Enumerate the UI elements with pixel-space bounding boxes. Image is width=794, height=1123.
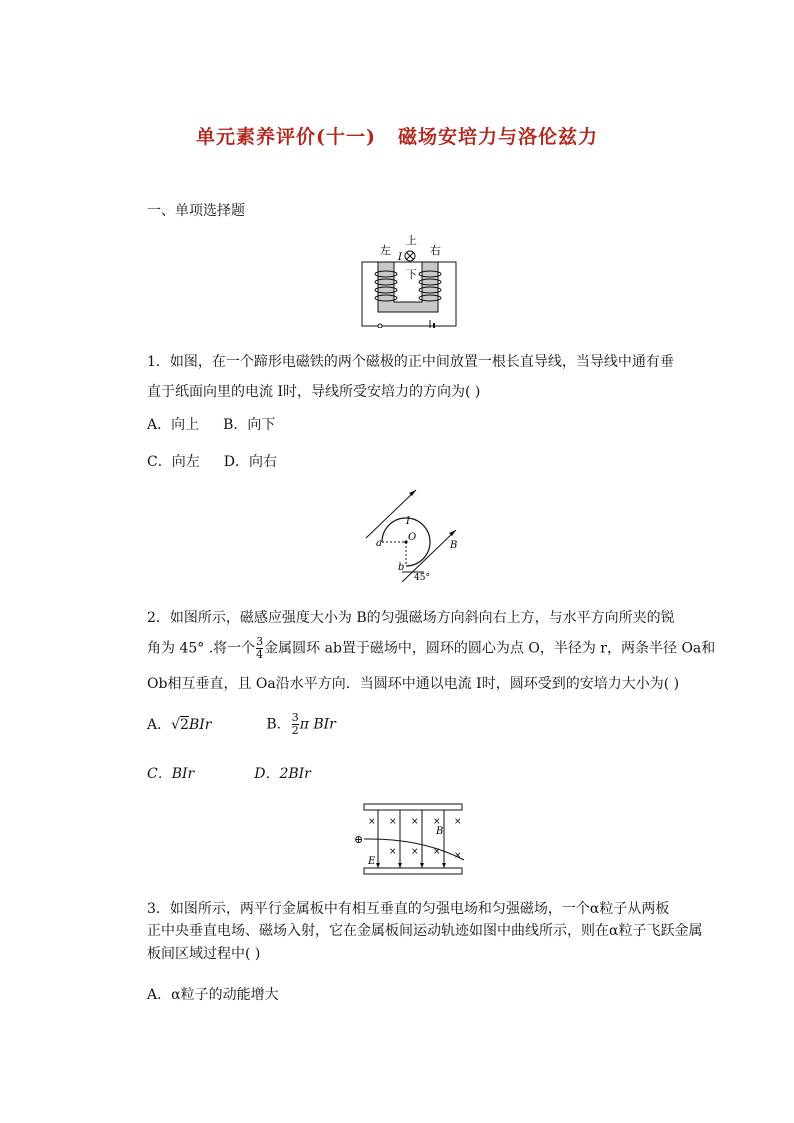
section-heading: 一、单项选择题 (147, 203, 245, 219)
label-right: 右 (430, 244, 441, 257)
q1-option-c[interactable]: C．向左 (147, 454, 200, 470)
alpha-particle-symbol: ⊕ (354, 833, 364, 846)
svg-text:×: × (433, 817, 441, 827)
figure-3-parallel-plates (352, 802, 472, 878)
title-part-a: 单元素养评价(十一) (196, 126, 376, 148)
page-title (0, 122, 794, 149)
bottom-plate (364, 868, 462, 874)
svg-text:B: B (436, 826, 444, 837)
figure-1-electromagnet (360, 234, 460, 328)
q1-line-2: 直于纸面向里的电流 I时，导线所受安培力的方向为( ) (147, 384, 481, 400)
svg-text:×: × (411, 847, 419, 857)
q1-option-b[interactable]: B．向下 (223, 417, 276, 433)
svg-text:E: E (368, 856, 376, 867)
svg-text:B: B (450, 540, 458, 551)
q3-line-2: 正中央垂直电场、磁场入射，它在金属板间运动轨迹如图中曲线所示，则在α粒子飞跃金属 (147, 923, 703, 939)
q3-option-a[interactable]: A．α粒子的动能增大 (147, 987, 279, 1003)
svg-text:O: O (408, 532, 417, 543)
q1-options-row-1 (147, 414, 275, 434)
svg-text:×: × (389, 847, 397, 857)
q1-option-a[interactable]: A．向上 (147, 417, 200, 433)
svg-text:b: b (398, 562, 405, 573)
label-down: 下 (406, 268, 417, 281)
q2-line-1: 2．如图所示，磁感应强度大小为 B的匀强磁场方向斜向右上方，与水平方向所夹的锐 (147, 610, 675, 626)
q3-line-3: 板间区域过程中( ) (147, 946, 261, 962)
q2-option-b[interactable]: B． $\frac{3}{2}$ π BIr (266, 711, 336, 737)
svg-text:45°: 45° (414, 573, 430, 583)
q2-option-d[interactable]: D．2BIr (254, 766, 311, 782)
svg-text:×: × (433, 847, 441, 857)
field-line-upper (366, 490, 416, 538)
svg-text:×: × (454, 817, 462, 827)
title-part-b: 磁场安培力与洛伦兹力 (397, 126, 598, 148)
label-current: I (398, 252, 402, 263)
q1-line-1: 1．如图，在一个蹄形电磁铁的两个磁极的正中间放置一根长直导线，当导线中通有垂 (147, 354, 674, 370)
svg-text:I: I (406, 516, 410, 527)
q2-option-a[interactable]: A．√2BIr (147, 716, 212, 733)
q2-options-row-2 (147, 763, 311, 783)
svg-text:a: a (376, 538, 382, 549)
q2-line-3: Ob相互垂直，且 Oa沿水平方向．当圆环中通以电流 I时，圆环受到的安培力大小为( ) (147, 676, 680, 692)
q1-option-d[interactable]: D．向右 (223, 454, 277, 470)
svg-text:×: × (368, 817, 376, 827)
q1-options-row-2 (147, 451, 277, 471)
q2-option-c[interactable]: C．BIr (147, 766, 195, 782)
top-plate (364, 804, 462, 810)
q2-options-row-1 (147, 712, 336, 737)
label-left: 左 (380, 244, 391, 257)
svg-text:×: × (454, 851, 462, 861)
svg-text:×: × (389, 817, 397, 827)
svg-text:×: × (411, 817, 419, 827)
q3-line-1: 3．如图所示，两平行金属板中有相互垂直的匀强电场和匀强磁场，一个α粒子从两板 (147, 901, 670, 917)
q2-line-2: 角为 45° .将一个 $\frac{3}{4}$ 金属圆环 ab置于磁场中，圆环的圆心为点 O，半径为 r，两条半径 Oa和 (147, 635, 716, 661)
label-up: 上 (406, 234, 417, 247)
figure-2-ring-in-field (362, 488, 462, 584)
fraction-three-quarters: $\frac{3}{4}$ (256, 635, 264, 661)
